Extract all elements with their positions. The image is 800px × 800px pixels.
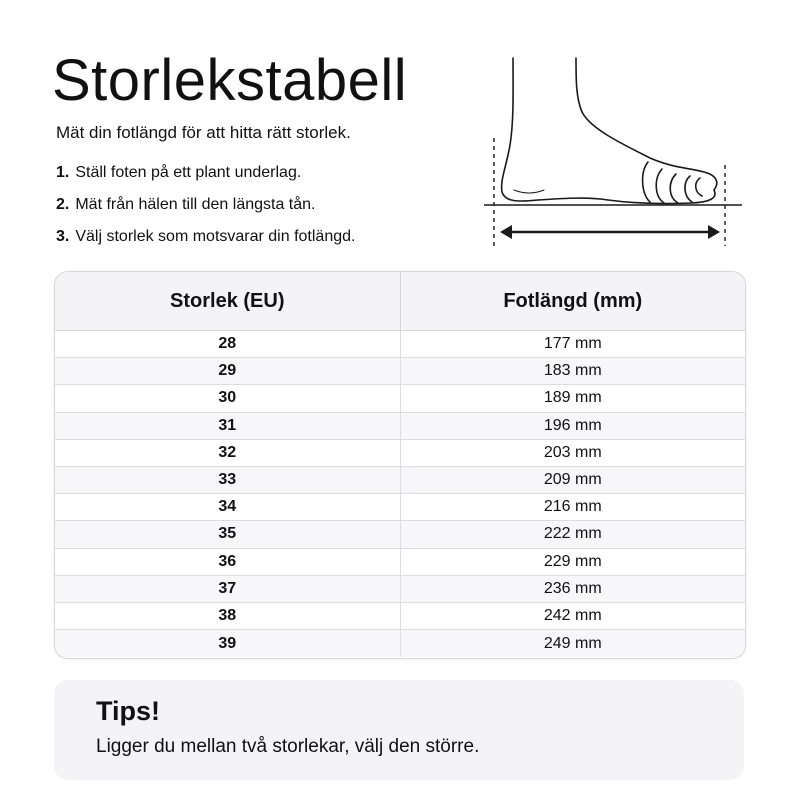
table-row (55, 603, 745, 630)
table-body (55, 331, 745, 657)
page-title: Storlekstabell (52, 48, 408, 113)
size-cell: 35 (55, 521, 401, 547)
instruction-step (56, 227, 355, 259)
length-cell: 236 mm (543, 579, 602, 597)
table-row (55, 549, 745, 576)
table-row (55, 385, 745, 412)
instruction-list (56, 163, 355, 259)
foot-measurement-icon (478, 50, 748, 250)
size-cell: 37 (55, 576, 401, 602)
table-row (55, 331, 745, 358)
tips-text: Ligger du mellan två storlekar, välj den större. (96, 736, 480, 757)
table-row (55, 467, 745, 494)
length-cell: 189 mm (543, 389, 602, 407)
size-table (54, 271, 746, 659)
column-header-size: Storlek (EU) (55, 272, 401, 330)
size-cell: 30 (55, 385, 401, 411)
length-cell: 242 mm (543, 606, 602, 624)
step-number: 2. (56, 196, 70, 213)
page-subtitle: Mät din fotlängd för att hitta rätt storlek. (56, 123, 351, 142)
step-text: Välj storlek som motsvarar din fotlängd. (75, 228, 356, 245)
table-row (55, 630, 745, 657)
instruction-step (56, 163, 355, 195)
length-cell: 196 mm (543, 416, 602, 434)
size-cell: 31 (55, 413, 401, 439)
length-cell: 249 mm (543, 634, 602, 652)
tips-box (54, 680, 744, 780)
step-number: 1. (56, 164, 70, 181)
table-row (55, 413, 745, 440)
step-text: Ställ foten på ett plant underlag. (75, 164, 302, 181)
tips-title: Tips! (96, 696, 161, 726)
size-cell: 28 (55, 331, 401, 357)
length-cell: 183 mm (543, 362, 602, 380)
length-cell: 229 mm (543, 552, 602, 570)
column-header-length: Fotlängd (mm) (503, 289, 643, 312)
size-cell: 32 (55, 440, 401, 466)
size-cell: 39 (55, 630, 401, 657)
size-cell: 38 (55, 603, 401, 629)
size-cell: 29 (55, 358, 401, 384)
size-cell: 36 (55, 549, 401, 575)
length-cell: 209 mm (543, 471, 602, 489)
length-cell: 203 mm (543, 443, 602, 461)
table-row (55, 494, 745, 521)
length-cell: 222 mm (543, 525, 602, 543)
length-cell: 216 mm (543, 498, 602, 516)
size-cell: 34 (55, 494, 401, 520)
table-row (55, 576, 745, 603)
table-row (55, 358, 745, 385)
table-header (55, 272, 745, 331)
table-row (55, 440, 745, 467)
size-cell: 33 (55, 467, 401, 493)
instruction-step (56, 195, 355, 227)
step-number: 3. (56, 228, 70, 245)
step-text: Mät från hälen till den längsta tån. (75, 196, 316, 213)
table-row (55, 521, 745, 548)
length-cell: 177 mm (543, 335, 602, 353)
